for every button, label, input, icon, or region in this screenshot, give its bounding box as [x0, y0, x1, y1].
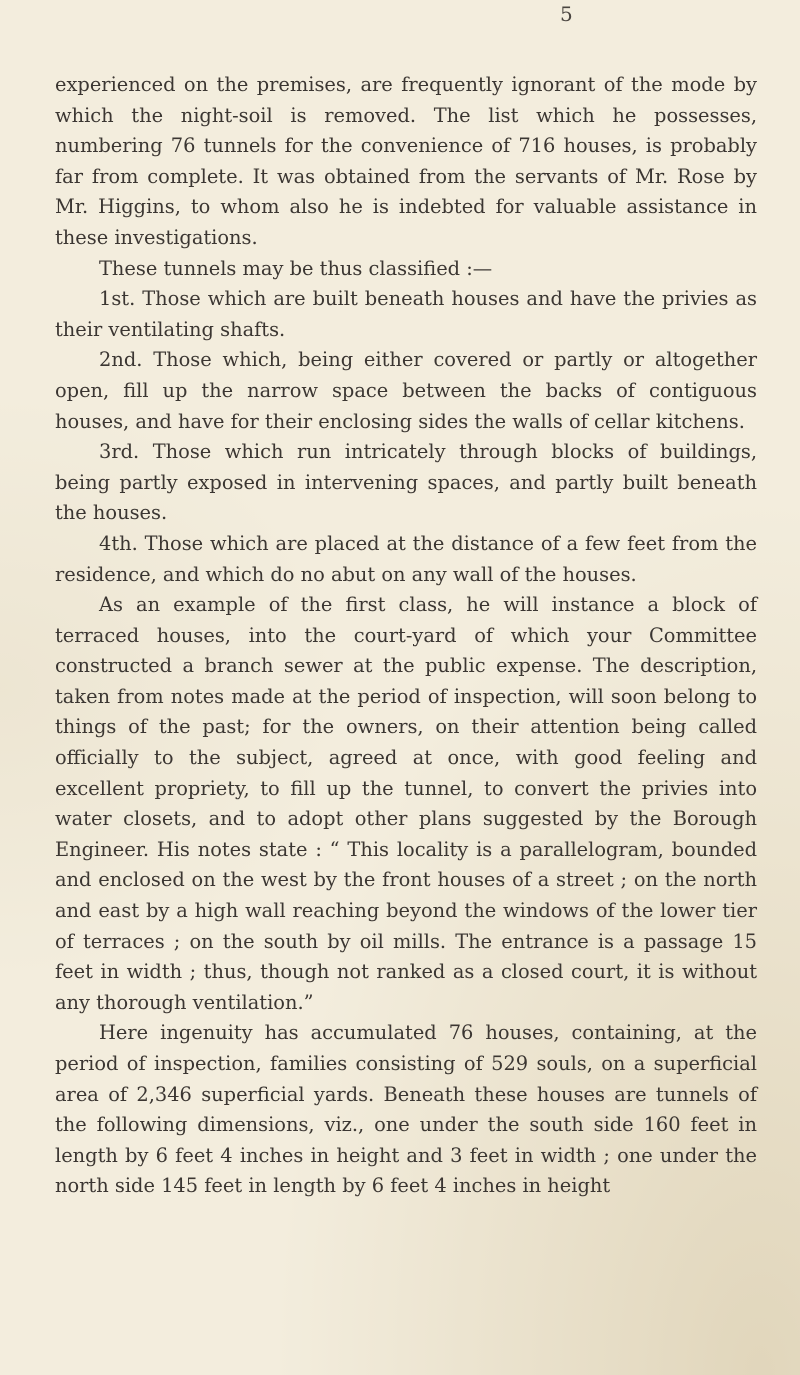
paragraph: 2nd. Those which, being either covered or partly or altogether open, fill up the narrow space between the backs of contiguous houses, and have for their enclosing sides the walls of cellar kitchens.	[55, 348, 757, 433]
paragraph: As an example of the first class, he will instance a block of terraced houses, into the court-yard of which your Committee constructed a branch sewer at the public expense. The description, taken from notes made at the period of inspection, will soon belong to things of the past; for the owners, on their attention being called officially to the subject, agreed at once, with good feeling and excellent propriety, to fill up the tunnel, to convert the privies into water closets, and to adopt other plans suggested by the Borough Engineer. His notes state : “ This locality is a parallelogram, bounded and enclosed on the west by the front houses of a street ; on the north and east by a high wall reaching beyond the windows of the lower tier of terraces ; on the south by oil mills. The entrance is a passage 15 feet in width ; thus, though not ranked as a closed court, it is without any thorough ventilation.”	[55, 593, 757, 1014]
page-number: 5	[560, 2, 573, 26]
paragraph: Here ingenuity has accumulated 76 houses, containing, at the period of inspection, families consisting of 529 souls, on a superficial area of 2,346 superficial yards. Beneath these houses are tunnels of the following dimensions, viz., one under the south side 160 feet in length by 6 feet 4 inches in height and 3 feet in width ; one under the north side 145 feet in length by 6 feet 4 inches in height	[55, 1021, 757, 1198]
paragraph: 1st. Those which are built beneath houses and have the privies as their ventilating shafts.	[55, 287, 757, 341]
paragraph: 3rd. Those which run intricately through blocks of buildings, being partly exposed in intervening spaces, and partly built beneath the houses.	[55, 440, 757, 525]
paragraph: These tunnels may be thus classified :—	[99, 256, 493, 280]
paragraph: experienced on the premises, are frequently ignorant of the mode by which the night-soil is removed. The list which he possesses, numbering 76 tunnels for the convenience of 716 houses, is probably far from complete. It was obtained from the servants of Mr. Rose by Mr. Higgins, to whom also he is indebted for valuable assistance in these investigations.	[55, 73, 757, 249]
paragraph: 4th. Those which are placed at the distance of a few feet from the residence, and which do no abut on any wall of the houses.	[55, 531, 757, 586]
body-text	[55, 70, 757, 1202]
